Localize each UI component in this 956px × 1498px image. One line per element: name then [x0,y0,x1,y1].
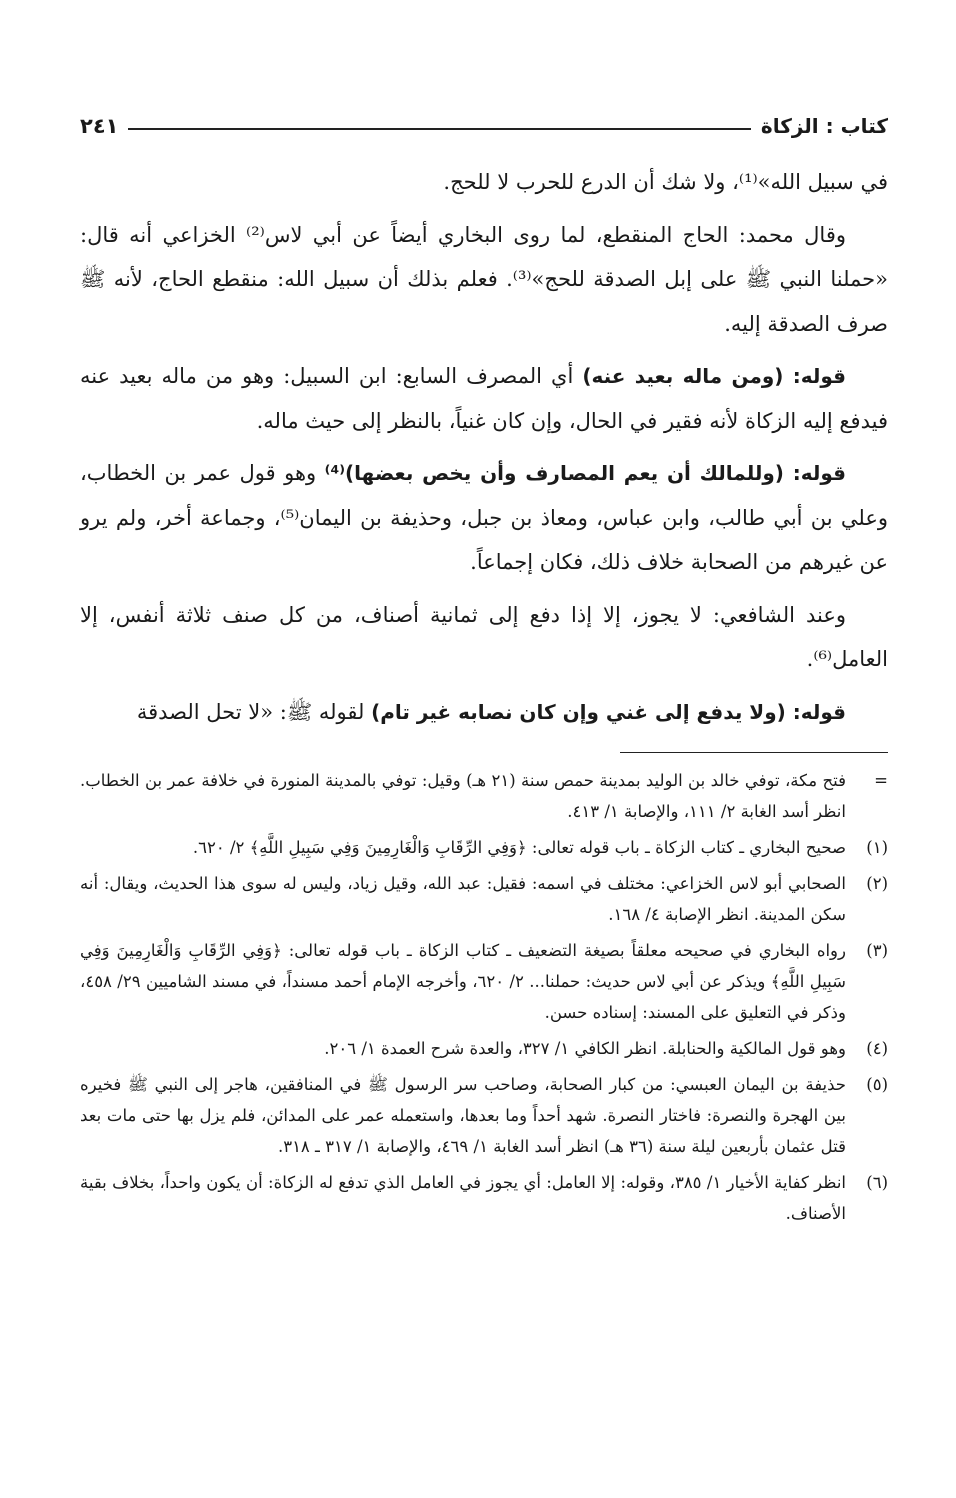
footnote-text: فتح مكة، توفي خالد بن الوليد بمدينة حمص سنة (٢١ هـ) وقيل: توفي بالمدينة المنورة في خلافة عمر بن الخطاب. انظر أسد الغابة ٢/ ١١١، والإصابة ١/ ٤١٣. [80,771,846,821]
main-text [80,160,888,734]
paragraph-6-lead: قوله: (ولا يدفع إلى غني وإن كان نصابه غير تام) [371,699,846,724]
footnote-2 [80,868,888,930]
footnote-6 [80,1167,888,1229]
footnote-text: انظر كفاية الأخيار ١/ ٣٨٥، وقوله: إلا العامل: أي يجوز في العامل الذي تدفع له الزكاة: أن يكون واحداً، بخلاف بقية الأصناف. [80,1173,846,1223]
header-rule [128,128,750,130]
paragraph-6 [80,690,888,735]
footnote-text: الصحابي أبو لاس الخزاعي: مختلف في اسمه: فقيل: عبد الله، وقيل زياد، وليس له سوى هذا الحديث، ويقال: أنه سكن المدينة. انظر الإصابة ٤/ ١٦٨. [80,874,846,924]
paragraph-1 [80,160,888,205]
paragraph-4-text: وهو قول عمر بن الخطاب، وعلي بن أبي طالب، وابن عباس، ومعاذ بن جبل، وحذيفة بن اليمان⁽⁵⁾، وجماعة أخر، ولم يرو عن غيرهم من الصحابة خلاف ذلك، فكان إجماعاً. [80,461,888,574]
paragraph-3-text: أي المصرف السابع: ابن السبيل: وهو من ماله بعيد عنه فيدفع إليه الزكاة لأنه فقير في الحال، وإن كان غنياً، بالنظر إلى حيث ماله. [80,364,888,433]
paragraph-1-text: في سبيل الله»⁽¹⁾، ولا شك أن الدرع للحرب لا للحج. [443,170,888,194]
footnote-text: وهو قول المالكية والحنابلة. انظر الكافي ١/ ٣٢٧، والعدة شرح العمدة ١/ ٢٠٦. [324,1039,846,1058]
footnote-1 [80,832,888,863]
paragraph-3-lead: قوله: (ومن ماله بعيد عنه) [582,364,847,388]
footnote-number: (٢) [866,874,888,893]
footnotes [80,765,888,1234]
footnote-continued [80,765,888,827]
footnote-number: (١) [866,838,888,857]
chapter-title: كتاب : الزكاة [760,114,888,138]
footnote-number: (٤) [866,1039,888,1058]
paragraph-5 [80,593,888,682]
paragraph-3 [80,354,888,443]
paragraph-2-text: وقال محمد: الحاج المنقطع، لما روى البخاري أيضاً عن أبي لاس⁽²⁾ الخزاعي أنه قال: «حملنا النبي ﷺ على إبل الصدقة للحج»⁽³⁾. فعلم بذلك أن سبيل الله: منقطع الحاج، لأنه ﷺ صرف الصدقة إليه. [80,222,888,336]
footnote-separator [620,752,888,753]
paragraph-4 [80,451,888,585]
footnote-text: رواه البخاري في صحيحه معلقاً بصيغة التضعيف ـ كتاب الزكاة ـ باب قوله تعالى: ﴿وَفِي الرِّقَابِ وَالْغَارِمِينَ وَفِي سَبِيلِ اللَّهِ﴾ ويذكر عن أبي لاس حديث: حملنا... ٢/ ٦٢٠، وأخرجه الإمام أحمد مسنداً، في مسند الشاميين ٢٩/ ٤٥٨، وذكر في التعليق على المسند: إسناده حسن. [80,941,846,1022]
running-header [80,98,888,138]
paragraph-5-text: وعند الشافعي: لا يجوز، إلا إذا دفع إلى ثمانية أصناف، من كل صنف ثلاثة أنفس، إلا العامل⁽⁶⁾. [80,602,888,671]
footnote-number: (٥) [866,1075,888,1094]
paragraph-2 [80,213,888,347]
footnote-3 [80,935,888,1028]
paragraph-4-lead: قوله: (وللمالك أن يعم المصارف وأن يخص بعضها)⁽⁴⁾ [324,461,846,485]
footnote-4 [80,1033,888,1064]
footnote-number: (٦) [866,1173,888,1192]
footnote-5 [80,1069,888,1162]
paragraph-6-text: لقوله ﷺ: «لا تحل الصدقة [136,699,372,724]
footnote-marker: = [874,771,888,790]
page-number: ٢٤١ [80,114,119,138]
footnote-text: حذيفة بن اليمان العبسي: من كبار الصحابة، وصاحب سر الرسول ﷺ في المنافقين، هاجر إلى النبي ﷺ فخيره بين الهجرة والنصرة: فاختار النصرة. شهد أحداً وما بعدها، واستعمله عمر على المدائن، فلم يزل بها حتى مات بعد قتل عثمان بأربعين ليلة سنة (٣٦ هـ) انظر أسد الغابة ١/ ٤٦٩، والإصابة ١/ ٣١٧ ـ ٣١٨. [80,1075,846,1156]
footnote-number: (٣) [866,941,888,960]
footnote-text: صحيح البخاري ـ كتاب الزكاة ـ باب قوله تعالى: ﴿وَفِي الرِّقَابِ وَالْغَارِمِينَ وَفِي سَبِيلِ اللَّهِ﴾ ٢/ ٦٢٠. [192,838,846,857]
